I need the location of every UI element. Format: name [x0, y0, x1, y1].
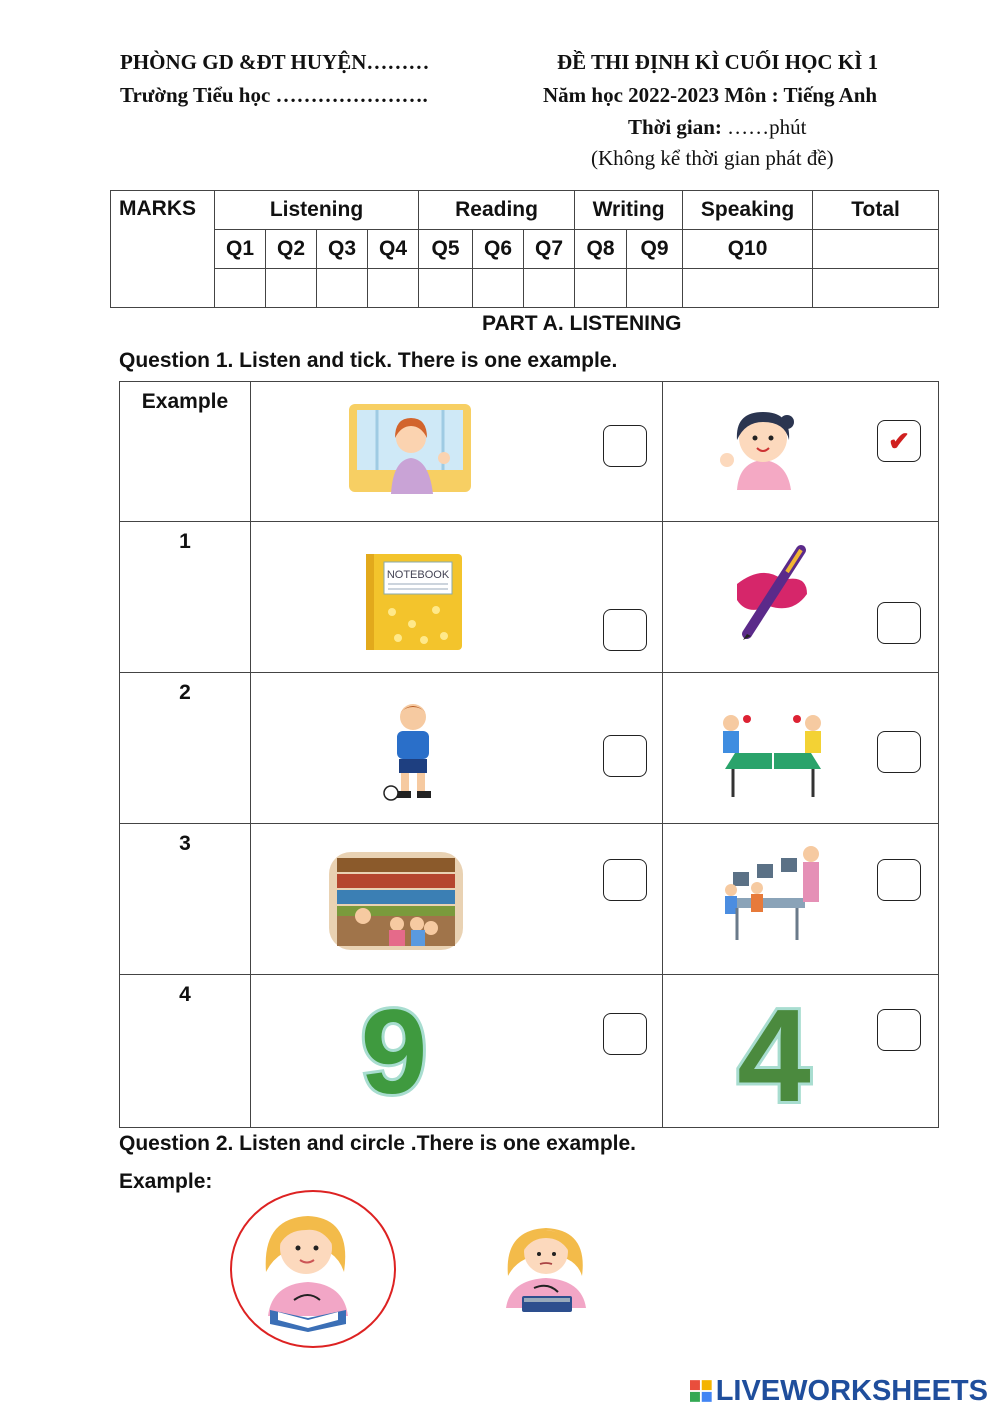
- tick-box[interactable]: [877, 602, 921, 644]
- row-label: 2: [120, 673, 251, 824]
- notebook-image: [362, 552, 464, 652]
- score-cell[interactable]: [215, 269, 266, 308]
- library-image: [327, 850, 465, 952]
- table-row: [120, 522, 939, 673]
- table-row: [120, 975, 939, 1128]
- table-row: [120, 382, 939, 522]
- tick-box[interactable]: [603, 859, 647, 901]
- option-cell: [663, 975, 939, 1128]
- row-label: 3: [120, 824, 251, 975]
- exam-title: ĐỀ THI ĐỊNH KÌ CUỐI HỌC KÌ 1: [557, 50, 879, 74]
- table-row: [120, 673, 939, 824]
- tick-mark: ✔: [888, 426, 910, 456]
- section-writing: Writing: [575, 191, 683, 230]
- question-header: Q3: [317, 230, 368, 269]
- question-1-table: [119, 381, 939, 1128]
- notebook-label: NOTEBOOK: [386, 569, 450, 581]
- time-label: Thời gian:: [628, 115, 722, 139]
- question-1-title: Question 1. Listen and tick. There is one example.: [119, 349, 618, 372]
- question-header: Q8: [575, 230, 627, 269]
- question-header: Q6: [473, 230, 524, 269]
- tick-box[interactable]: [877, 859, 921, 901]
- department-heading: PHÒNG GD &ĐT HUYỆN………: [120, 50, 430, 74]
- score-cell[interactable]: [419, 269, 473, 308]
- row-label: 4: [120, 975, 251, 1128]
- question-header: Q1: [215, 230, 266, 269]
- tick-box[interactable]: [603, 1013, 647, 1055]
- logo-icon: [690, 1379, 712, 1403]
- option-cell: [251, 382, 663, 522]
- tick-box[interactable]: [603, 735, 647, 777]
- row-label: Example: [120, 382, 251, 522]
- section-reading: Reading: [419, 191, 575, 230]
- boy-football-image: [381, 699, 445, 801]
- section-speaking: Speaking: [683, 191, 813, 230]
- liveworksheets-logo: [690, 1374, 988, 1408]
- question-header: Q7: [524, 230, 575, 269]
- score-cell[interactable]: [368, 269, 419, 308]
- option-cell: [663, 824, 939, 975]
- marks-label: MARKS: [111, 191, 215, 308]
- exam-note: (Không kể thời gian phát đề): [591, 146, 834, 170]
- computer-room-image: [717, 842, 829, 948]
- option-cell: [663, 673, 939, 824]
- time-line: [628, 115, 807, 140]
- number-four-image: [725, 989, 823, 1111]
- section-total: Total: [813, 191, 939, 230]
- score-cell[interactable]: [627, 269, 683, 308]
- girl-waving-image: [717, 400, 809, 490]
- question-header: Q10: [683, 230, 813, 269]
- row-label: 1: [120, 522, 251, 673]
- tick-box[interactable]: [877, 731, 921, 773]
- year-subject: Năm học 2022-2023 Môn : Tiếng Anh: [543, 83, 878, 107]
- option-cell: [663, 522, 939, 673]
- question-2-example-label: Example:: [119, 1170, 213, 1193]
- score-cell[interactable]: [813, 269, 939, 308]
- part-a-heading: PART A. LISTENING: [482, 312, 682, 335]
- four-glyph: 4: [737, 989, 811, 1111]
- option-cell: [251, 975, 663, 1128]
- nine-glyph: 9: [360, 993, 428, 1105]
- time-value: ……phút: [721, 115, 807, 139]
- score-cell[interactable]: [266, 269, 317, 308]
- option-cell: [251, 824, 663, 975]
- question-header: Q9: [627, 230, 683, 269]
- score-cell[interactable]: [317, 269, 368, 308]
- score-cell[interactable]: [524, 269, 575, 308]
- section-listening: Listening: [215, 191, 419, 230]
- score-cell[interactable]: [575, 269, 627, 308]
- tick-box[interactable]: [603, 425, 647, 467]
- option-cell: [251, 522, 663, 673]
- score-cell[interactable]: [683, 269, 813, 308]
- teacher-waving-image: [347, 402, 473, 494]
- question-header: Q5: [419, 230, 473, 269]
- pen-image: [733, 544, 813, 640]
- tick-box[interactable]: [877, 1009, 921, 1051]
- tick-box[interactable]: [603, 609, 647, 651]
- girl-reading-circled-image[interactable]: [228, 1188, 398, 1350]
- question-header: Q2: [266, 230, 317, 269]
- school-heading: Trường Tiểu học ………………….: [120, 83, 428, 107]
- question-header: Q4: [368, 230, 419, 269]
- total-cell: [813, 230, 939, 269]
- score-cell[interactable]: [473, 269, 524, 308]
- question-2-title: Question 2. Listen and circle .There is one example.: [119, 1132, 637, 1155]
- option-cell: [663, 382, 939, 522]
- table-row: [120, 824, 939, 975]
- girl-closing-book-image[interactable]: [494, 1212, 598, 1318]
- tick-box[interactable]: [877, 420, 921, 462]
- marks-table: [110, 190, 939, 308]
- number-nine-image: [343, 993, 445, 1105]
- table-tennis-image: [717, 707, 829, 801]
- option-cell: [251, 673, 663, 824]
- logo-text: LIVEWORKSHEETS: [715, 1374, 988, 1407]
